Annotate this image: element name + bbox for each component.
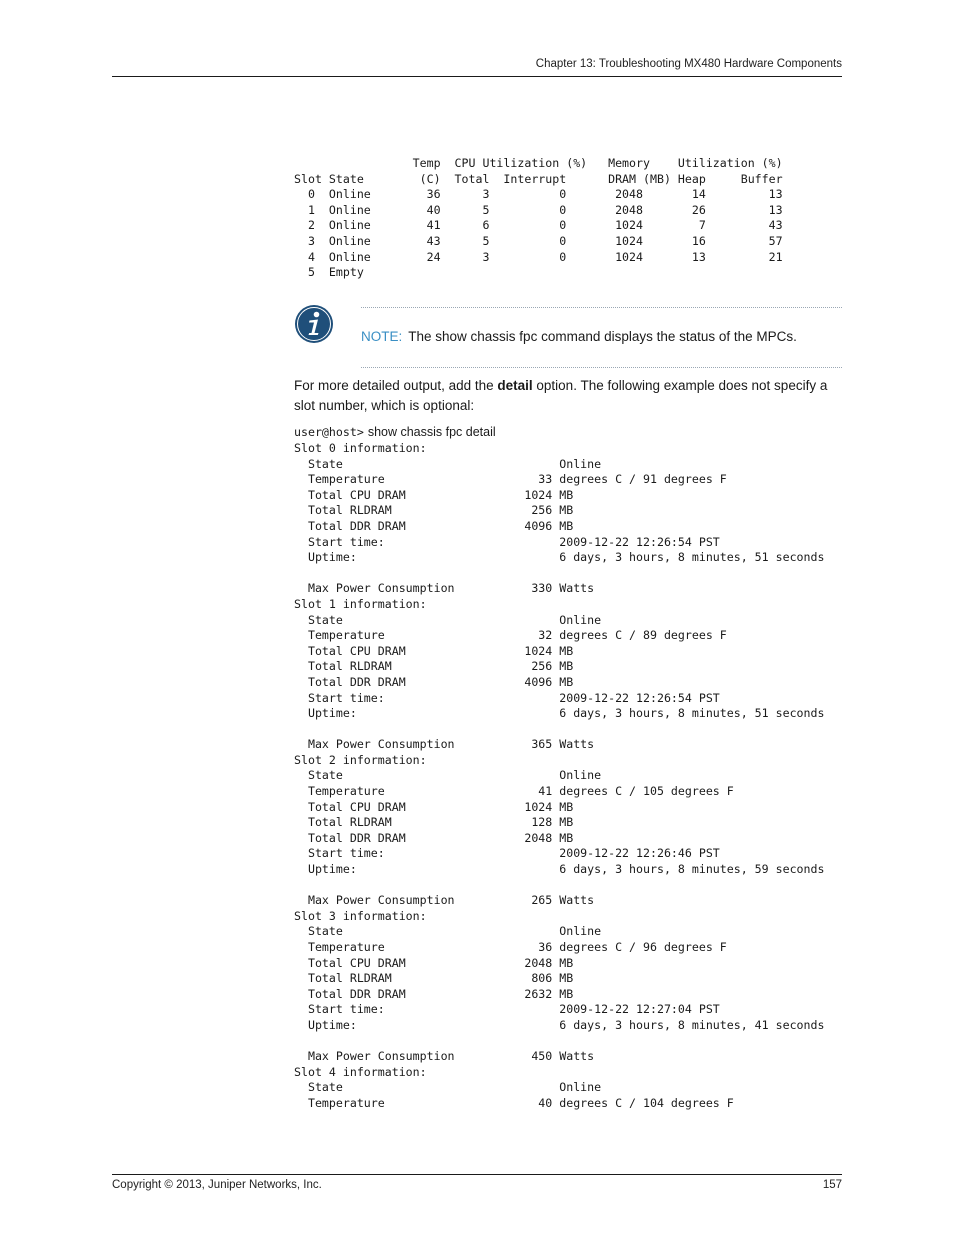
command-text: show chassis fpc detail bbox=[367, 425, 496, 439]
paragraph-text-end: option. The following example does not specify a slot number, which is optional: bbox=[294, 378, 828, 413]
page-header bbox=[112, 57, 842, 77]
command-prompt: user@host> bbox=[294, 425, 364, 439]
info-icon bbox=[294, 304, 334, 344]
command-line bbox=[294, 425, 496, 439]
note-divider-top bbox=[361, 307, 842, 308]
chapter-title: Chapter 13: Troubleshooting MX480 Hardware Components bbox=[535, 58, 842, 70]
body-paragraph bbox=[294, 376, 846, 416]
copyright-text: Copyright © 2013, Juniper Networks, Inc. bbox=[112, 1179, 322, 1191]
note-divider-bottom bbox=[361, 367, 842, 368]
note-text bbox=[361, 329, 797, 344]
note-body: The show chassis fpc command displays the status of the MPCs. bbox=[408, 329, 797, 344]
note-label: NOTE: bbox=[361, 329, 403, 344]
fpc-status-table: Temp CPU Utilization (%) Memory Utilization (%) Slot State (C) Total Interrupt DRAM (MB) Heap Buffer 0 Online 36 3 0 2048 14 13 1 Online 40 5 0 2048 26 13 2 Online 41 6 0 1024 7 43 3 Online 43 5 0 1024 16 57 4 Online 24 3 0 1024 13 21 5 Empty bbox=[294, 156, 783, 280]
paragraph-text-start: For more detailed output, add the bbox=[294, 378, 498, 393]
fpc-detail-output: Slot 0 information: State Online Temperature 33 degrees C / 91 degrees F Total CPU DRAM 1024 MB Total RLDRAM 256 MB Total DDR DRAM 4096 MB Start time: 2009-12-22 12:26:54 PST Uptime: 6 days, 3 hours, 8 minutes, 51 seconds Max Power Consumption 330 Watts Slot 1 information: State Online Temperature 32 degrees C / 89 degrees F Total CPU DRAM 1024 MB Total RLDRAM 256 MB Total DDR DRAM 4096 MB Start time: 2009-12-22 12:26:54 PST Uptime: 6 days, 3 hours, 8 minutes, 51 seconds Max Power Consumption 365 Watts Slot 2 information: State Online Temperature 41 degrees C / 105 degrees F Total CPU DRAM 1024 MB Total RLDRAM 128 MB Total DDR DRAM 2048 MB Start time: 2009-12-22 12:26:46 PST Uptime: 6 days, 3 hours, 8 minutes, 59 seconds Max Power Consumption 265 Watts Slot 3 information: State Online Temperature 36 degrees C / 96 degrees F Total CPU DRAM 2048 MB Total RLDRAM 806 MB Total DDR DRAM 2632 MB Start time: 2009-12-22 12:27:04 PST Uptime: 6 days, 3 hours, 8 minutes, 41 seconds Max Power Consumption 450 Watts Slot 4 information: State Online Temperature 40 degrees C / 104 degrees F bbox=[294, 441, 825, 1110]
page-number: 157 bbox=[822, 1179, 842, 1191]
page-footer bbox=[112, 1174, 842, 1191]
paragraph-keyword: detail bbox=[497, 378, 533, 393]
note-box bbox=[294, 300, 842, 368]
